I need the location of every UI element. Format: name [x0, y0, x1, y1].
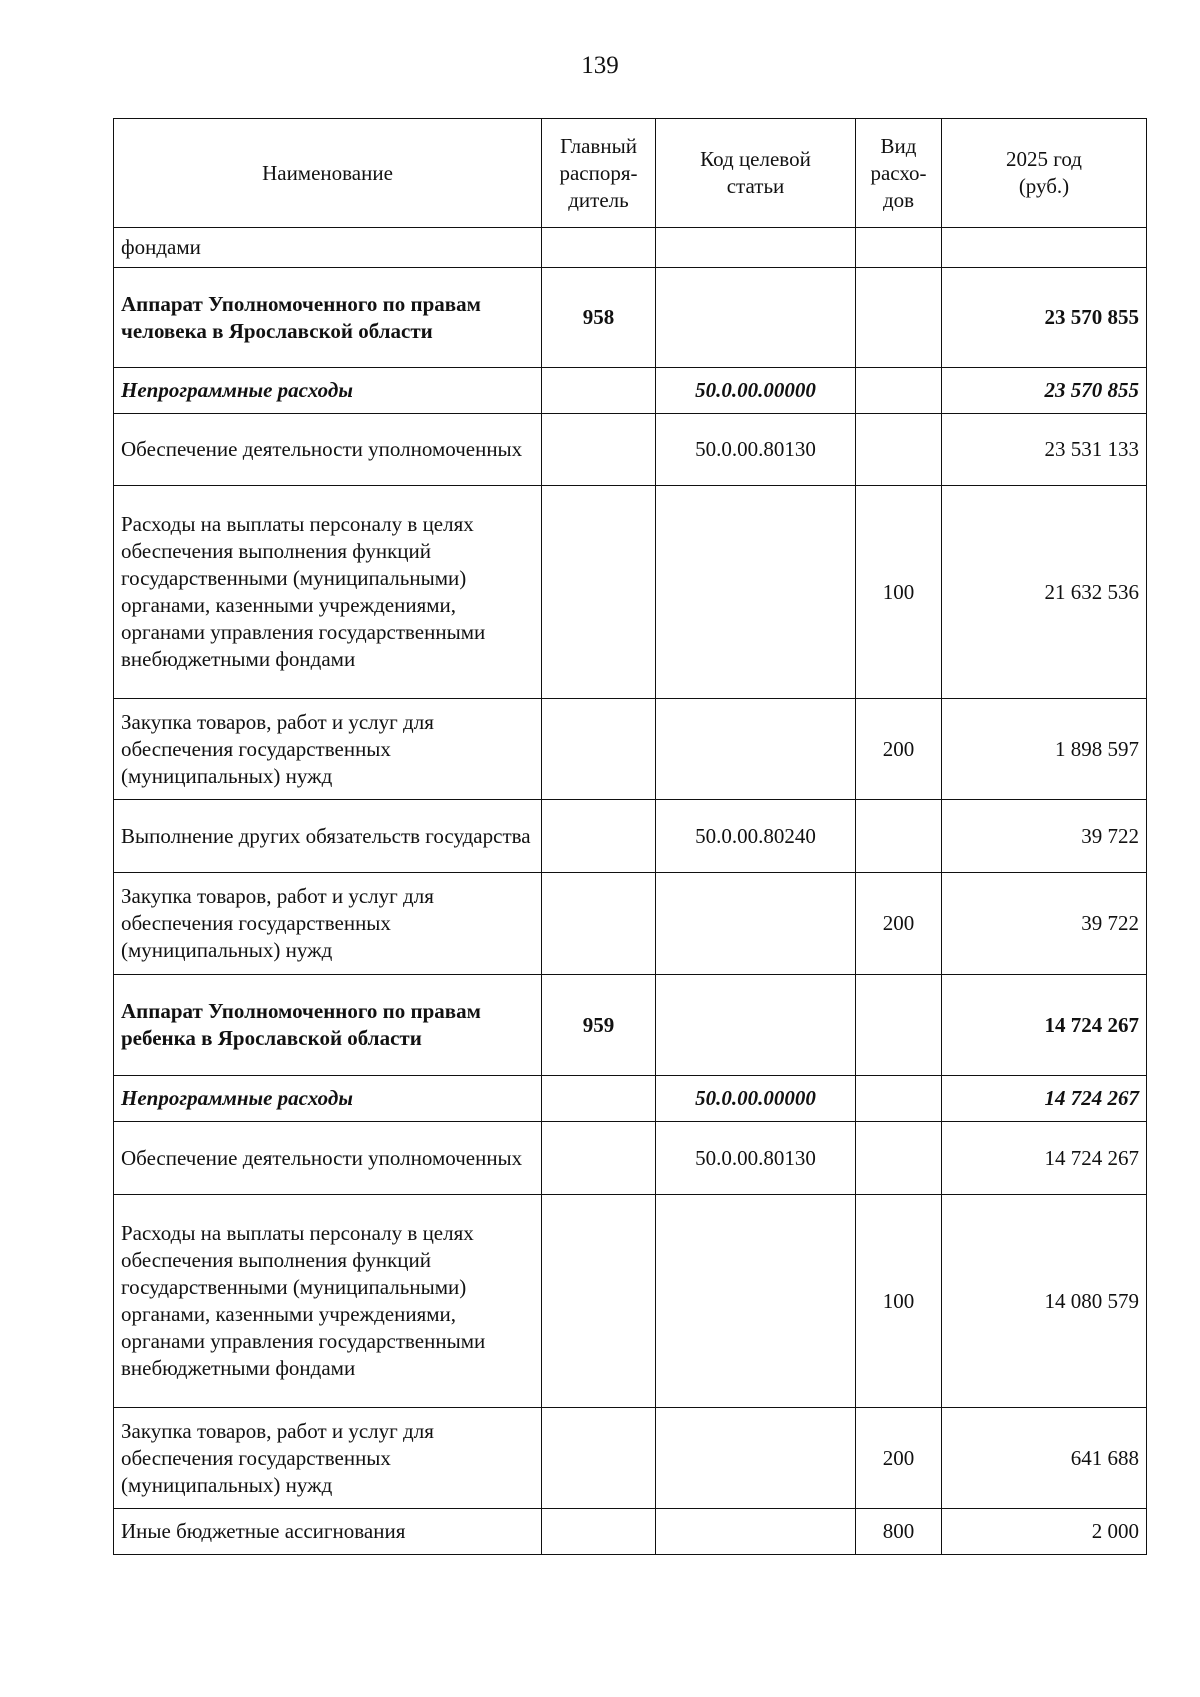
table-row — [114, 1408, 1147, 1509]
header-expense-type-line-1: Вид — [880, 133, 917, 158]
cell-name: фондами — [114, 228, 542, 268]
cell-target-code: 50.0.00.80130 — [656, 1122, 856, 1195]
cell-main-manager: 959 — [542, 975, 656, 1076]
table-row — [114, 268, 1147, 368]
table-row — [114, 1509, 1147, 1555]
table-row — [114, 368, 1147, 414]
page-number: 139 — [581, 52, 619, 79]
table-header-row — [114, 119, 1147, 228]
cell-expense-type — [856, 800, 942, 873]
cell-target-code: 50.0.00.00000 — [656, 368, 856, 414]
header-main-manager — [542, 119, 656, 228]
cell-main-manager: 958 — [542, 268, 656, 368]
cell-expense-type: 200 — [856, 699, 942, 800]
cell-name: Выполнение других обязательств государства — [114, 800, 542, 873]
cell-target-code — [656, 873, 856, 975]
cell-target-code — [656, 228, 856, 268]
cell-name: Обеспечение деятельности уполномоченных — [114, 1122, 542, 1195]
table-body — [114, 228, 1147, 1555]
table-row — [114, 1122, 1147, 1195]
cell-expense-type — [856, 268, 942, 368]
table-row — [114, 1076, 1147, 1122]
cell-expense-type — [856, 228, 942, 268]
table-row — [114, 228, 1147, 268]
header-amount-2025 — [942, 119, 1147, 228]
cell-amount: 21 632 536 — [942, 486, 1147, 699]
header-expense-type — [856, 119, 942, 228]
cell-name: Расходы на выплаты персоналу в целях обеспечения выполнения функций государственными (муниципальными) органами, казенными учреждениями, органами управления государственными внебюджетными фондами — [114, 486, 542, 699]
cell-name: Обеспечение деятельности уполномоченных — [114, 414, 542, 486]
cell-name: Иные бюджетные ассигнования — [114, 1509, 542, 1555]
cell-name: Расходы на выплаты персоналу в целях обеспечения выполнения функций государственными (муниципальными) органами, казенными учреждениями, органами управления государственными внебюджетными фондами — [114, 1195, 542, 1408]
table-row — [114, 975, 1147, 1076]
cell-amount: 641 688 — [942, 1408, 1147, 1509]
cell-main-manager — [542, 1076, 656, 1122]
cell-main-manager — [542, 800, 656, 873]
cell-target-code — [656, 699, 856, 800]
header-name: Наименование — [114, 119, 542, 228]
header-target-code-line-2: статьи — [726, 174, 785, 198]
cell-target-code: 50.0.00.80130 — [656, 414, 856, 486]
cell-amount: 23 531 133 — [942, 414, 1147, 486]
budget-table — [113, 118, 1147, 1555]
cell-amount: 23 570 855 — [942, 268, 1147, 368]
table-row — [114, 800, 1147, 873]
cell-expense-type — [856, 975, 942, 1076]
cell-target-code — [656, 975, 856, 1076]
cell-amount — [942, 228, 1147, 268]
cell-amount: 14 724 267 — [942, 1122, 1147, 1195]
cell-main-manager — [542, 1408, 656, 1509]
cell-name: Аппарат Уполномоченного по правам ребенка в Ярославской области — [114, 975, 542, 1076]
cell-main-manager — [542, 1122, 656, 1195]
cell-name: Закупка товаров, работ и услуг для обеспечения государственных (муниципальных) нужд — [114, 1408, 542, 1509]
cell-expense-type: 800 — [856, 1509, 942, 1555]
cell-main-manager — [542, 228, 656, 268]
cell-amount: 39 722 — [942, 800, 1147, 873]
cell-amount: 14 724 267 — [942, 1076, 1147, 1122]
cell-expense-type — [856, 368, 942, 414]
cell-expense-type: 200 — [856, 873, 942, 975]
header-main-manager-line-1: Главный — [560, 133, 637, 158]
cell-name: Закупка товаров, работ и услуг для обеспечения государственных (муниципальных) нужд — [114, 873, 542, 975]
cell-expense-type: 200 — [856, 1408, 942, 1509]
cell-main-manager — [542, 1195, 656, 1408]
table-row — [114, 873, 1147, 975]
header-expense-type-line-2: расхо- — [870, 160, 927, 185]
cell-target-code: 50.0.00.80240 — [656, 800, 856, 873]
cell-name: Непрограммные расходы — [114, 1076, 542, 1122]
cell-target-code — [656, 268, 856, 368]
cell-main-manager — [542, 414, 656, 486]
cell-target-code — [656, 1509, 856, 1555]
cell-target-code — [656, 486, 856, 699]
cell-expense-type: 100 — [856, 486, 942, 699]
table-row — [114, 414, 1147, 486]
header-expense-type-line-3: дов — [882, 187, 915, 212]
cell-name: Закупка товаров, работ и услуг для обеспечения государственных (муниципальных) нужд — [114, 699, 542, 800]
cell-main-manager — [542, 873, 656, 975]
cell-expense-type — [856, 1122, 942, 1195]
cell-main-manager — [542, 486, 656, 699]
cell-expense-type — [856, 414, 942, 486]
table-row — [114, 1195, 1147, 1408]
table-row — [114, 699, 1147, 800]
cell-target-code — [656, 1195, 856, 1408]
cell-amount: 14 724 267 — [942, 975, 1147, 1076]
cell-main-manager — [542, 1509, 656, 1555]
cell-name: Аппарат Уполномоченного по правам человека в Ярославской области — [114, 268, 542, 368]
cell-target-code: 50.0.00.00000 — [656, 1076, 856, 1122]
header-amount-line-2: (руб.) — [1018, 174, 1070, 198]
cell-amount: 1 898 597 — [942, 699, 1147, 800]
cell-main-manager — [542, 368, 656, 414]
cell-name: Непрограммные расходы — [114, 368, 542, 414]
header-target-code-line-1: Код целевой — [700, 147, 811, 171]
header-main-manager-line-3: дитель — [568, 187, 629, 212]
header-main-manager-line-2: распоря- — [559, 160, 638, 185]
cell-amount: 2 000 — [942, 1509, 1147, 1555]
cell-expense-type: 100 — [856, 1195, 942, 1408]
cell-amount: 23 570 855 — [942, 368, 1147, 414]
header-amount-line-1: 2025 год — [1006, 147, 1082, 171]
table-row — [114, 486, 1147, 699]
cell-amount: 14 080 579 — [942, 1195, 1147, 1408]
header-target-code — [656, 119, 856, 228]
cell-expense-type — [856, 1076, 942, 1122]
cell-main-manager — [542, 699, 656, 800]
cell-amount: 39 722 — [942, 873, 1147, 975]
cell-target-code — [656, 1408, 856, 1509]
